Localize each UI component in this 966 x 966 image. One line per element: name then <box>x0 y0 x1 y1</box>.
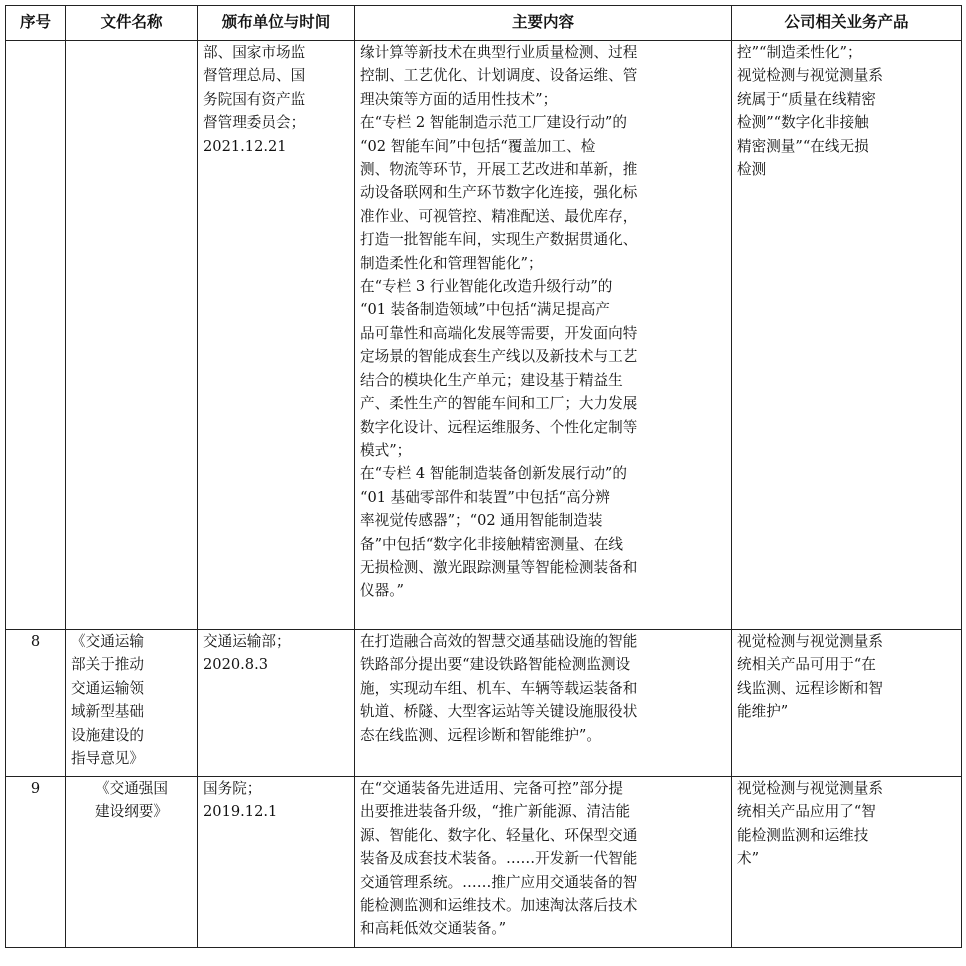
header-products: 公司相关业务产品 <box>732 6 962 41</box>
row-content: 缘计算等新技术在典型行业质量检测、过程 控制、工艺优化、计划调度、设备运维、管 理决策等方面的适用性技术”； 在“专栏 2 智能制造示范工厂建设行动”的 “02 智能车间”中包括“覆盖加工、检 测、物流等环节，开展工艺改进和革新，推 动设备联网和生产环节数字化连接，强化标 准作业、可视管控、精准配送、最优库存， 打造一批智能车间，实现生产数据贯通化、 制造柔性化和管理智能化”； 在“专栏 3 行业智能化改造升级行动”的 “01 装备制造领域”中包括“满足提高产 品可靠性和高端化发展等需要，开发面向特 定场景的智能成套生产线以及新技术与工艺 结合的模块化生产单元；建设基于精益生 产、柔性生产的智能车间和工厂；大力发展 数字化设计、远程运维服务、个性化定制等 模式”； 在“专栏 4 智能制造装备创新发展行动”的 “01 基础零部件和装置”中包括“高分辨 率视觉传感器”；“02 通用智能制造装 备”中包括“数字化非接触精密测量、在线 无损检测、激光跟踪测量等智能检测装备和 仪器。” <box>355 41 732 630</box>
table-row <box>6 777 962 948</box>
row-products: 控”“制造柔性化”； 视觉检测与视觉测量系 统属于“质量在线精密 检测”“数字化非接触 精密测量”“在线无损 检测 <box>732 41 962 630</box>
header-doc-name: 文件名称 <box>66 6 198 41</box>
row-content: 在“交通装备先进适用、完备可控”部分提 出要推进装备升级，“推广新能源、清洁能 源、智能化、数字化、轻量化、环保型交通 装备及成套技术装备。……开发新一代智能 交通管理系统。……推广应用交通装备的智 能检测监测和运维技术。加速淘汰落后技术 和高耗低效交通装备。” <box>355 777 732 948</box>
row-doc-name <box>66 41 198 630</box>
row-index: 9 <box>6 777 66 948</box>
row-issuer-date: 交通运输部； 2020.8.3 <box>198 630 355 777</box>
row-issuer-date: 国务院； 2019.12.1 <box>198 777 355 948</box>
row-products: 视觉检测与视觉测量系 统相关产品可用于“在 线监测、远程诊断和智 能维护” <box>732 630 962 777</box>
row-products: 视觉检测与视觉测量系 统相关产品应用了“智 能检测监测和运维技 术” <box>732 777 962 948</box>
table-row <box>6 41 962 630</box>
table-header-row <box>6 6 962 41</box>
row-doc-name: 《交通强国 建设纲要》 <box>66 777 198 948</box>
policy-table <box>5 5 962 948</box>
header-content: 主要内容 <box>355 6 732 41</box>
row-index <box>6 41 66 630</box>
row-doc-name: 《交通运输 部关于推动 交通运输领 域新型基础 设施建设的 指导意见》 <box>66 630 198 777</box>
header-issuer-date: 颁布单位与时间 <box>198 6 355 41</box>
header-index: 序号 <box>6 6 66 41</box>
row-content: 在打造融合高效的智慧交通基础设施的智能 铁路部分提出要“建设铁路智能检测监测设 施，实现动车组、机车、车辆等载运装备和 轨道、桥隧、大型客运站等关键设施服役状 态在线监测、远程诊断和智能维护”。 <box>355 630 732 777</box>
row-issuer-date: 部、国家市场监 督管理总局、国 务院国有资产监 督管理委员会； 2021.12.21 <box>198 41 355 630</box>
row-index: 8 <box>6 630 66 777</box>
table-row <box>6 630 962 777</box>
